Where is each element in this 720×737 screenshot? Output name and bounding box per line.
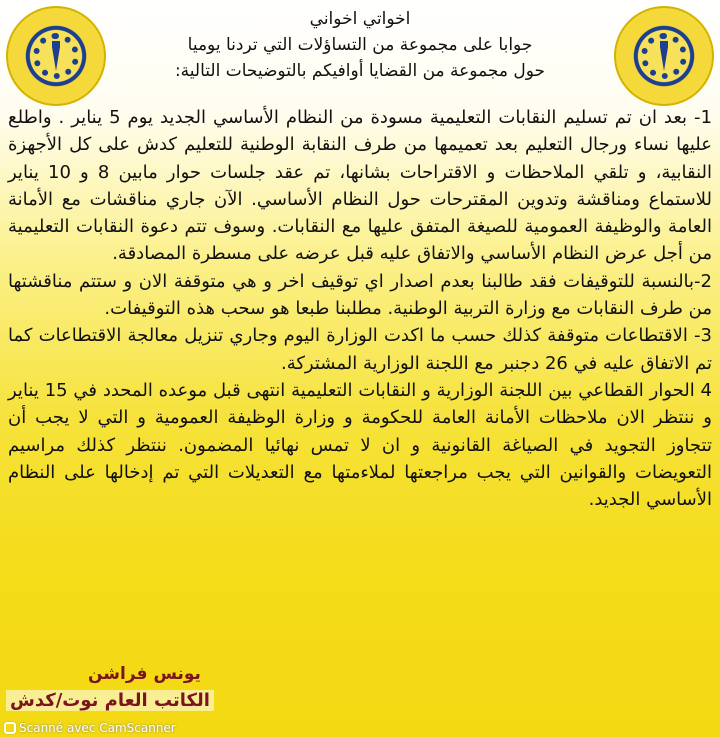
letter-header	[110, 6, 610, 84]
intro-line-2: حول مجموعة من القضايا أوافيكم بالتوضيحات التالية:	[174, 61, 546, 81]
union-logo-left	[6, 6, 106, 106]
paragraph-1: 1- بعد ان تم تسليم النقابات التعليمية مسودة من النظام الأساسي الجديد يوم 5 يناير . واطلع عليها نساء ورجال التعليم بعد تعميمها من طرف النقابة الوطنية للتعليم كدش على كل الأجهزة النقابية، و تلقي الملاحظات و الاقتراحات بشانها، تم عقد جلسات حوار مابين 8 و 10 يناير للاستماع ومناقشة وتدوين المقترحات حول النظام الأساسي. الآن جاري مناقشات مع الأمانة العامة والوظيفة العمومية للصيغة المتفق عليها مع النقابات. وسوف تتم دعوة النقابات التعليمية من أجل عرض النظام الأساسي والاتفاق عليه قبل عرضه على مسطرة المصادقة.	[8, 107, 713, 265]
paragraph-4: 4 الحوار القطاعي بين اللجنة الوزارية و النقابات التعليمية انتهى قبل موعده المحدد في 15 يناير و ننتظر الان ملاحظات الأمانة العامة للحكومة و وزارة الوظيفة العمومية و التي لا يجب أن تتجاوز التجويد في الصياغة القانونية و ان لا تمس نهائيا المضمون. ننتظر كذلك مراسيم التعويضات والقوانين التي يجب مراجعتها لملاءمتها مع التعديلات التي تم إدخالها على النظام الأساسي الجديد.	[8, 379, 712, 511]
letter-body	[8, 104, 712, 513]
signature-name: يونس فراشن	[88, 664, 201, 684]
camscanner-icon	[4, 722, 16, 734]
signature-title: الكاتب العام نوت/كدش	[6, 690, 214, 711]
scanner-label: Scanné avec CamScanner	[19, 721, 176, 735]
paragraph-3: 3- الاقتطاعات متوقفة كذلك حسب ما اكدت الوزارة اليوم وجاري تنزيل معالجة الاقتطاعات كما تم الاتفاق عليه في 26 دجنبر مع اللجنة الوزارية المشتركة.	[8, 325, 712, 374]
intro-line: جوابا على مجموعة من التساؤلات التي تردنا يوميا	[187, 35, 533, 55]
greeting: اخواتي اخواني	[309, 9, 411, 29]
paragraph-2: 2-بالنسبة للتوقيفات فقد طالبنا بعدم اصدار اي توقيف اخر و هي متوقفة الان و ستتم مناقشتها من طرف النقابات مع وزارة التربية الوطنية. مطلبنا طبعا هو سحب هذه التوقيفات.	[8, 270, 712, 320]
union-logo-right	[614, 6, 714, 106]
scanner-watermark	[4, 721, 176, 735]
